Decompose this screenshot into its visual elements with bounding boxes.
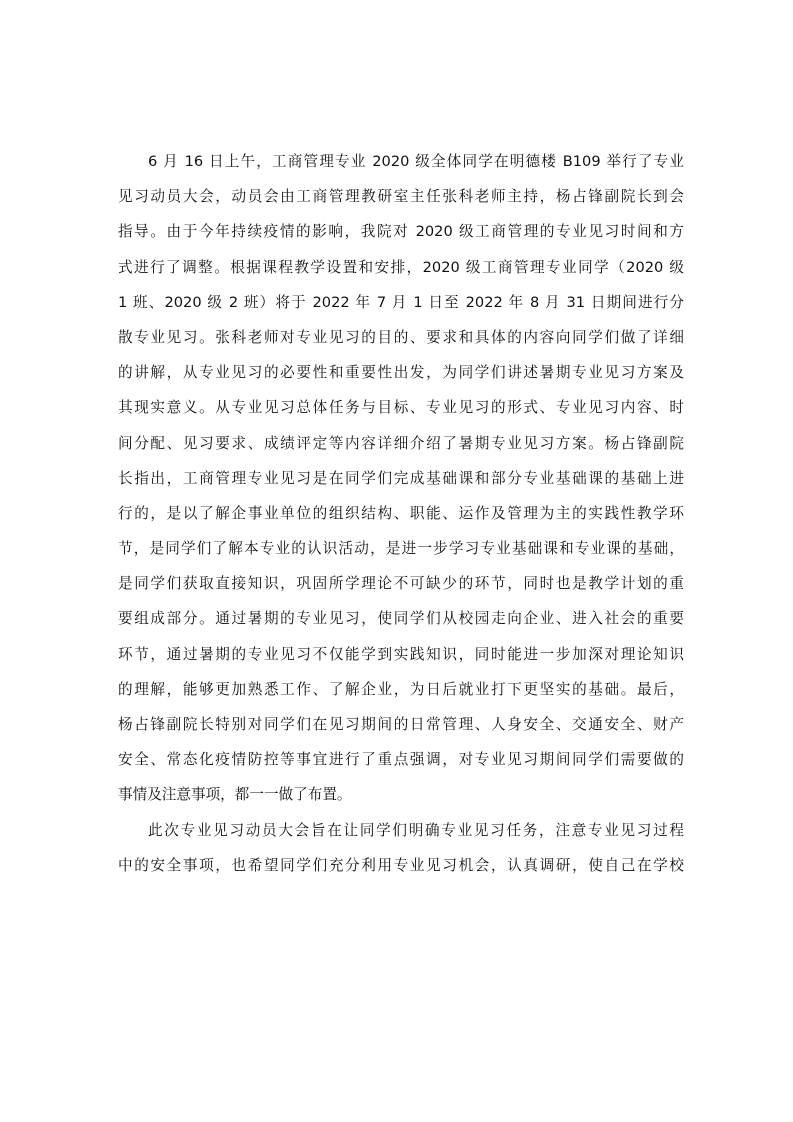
text-line: 是同学们获取直接知识，巩固所学理论不可缺少的环节，同时也是教学计划的重	[118, 575, 684, 593]
text-line: 散专业见习。张科老师对专业见习的目的、要求和具体的内容向同学们做了详细	[118, 328, 684, 346]
text-line: 安全、常态化疫情防控等事宜进行了重点强调，对专业见习期间同学们需要做的	[118, 751, 684, 769]
text-line: 指导。由于今年持续疫情的影响，我院对 2020 级工商管理的专业见习时间和方	[118, 223, 684, 241]
text-line: 1 班、2020 级 2 班）将于 2022 年 7 月 1 日至 2022 年 8 月 31 日期间进行分	[118, 293, 684, 311]
text-line: 要组成部分。通过暑期的专业见习，使同学们从校园走向企业、进入社会的重要	[118, 610, 684, 628]
text-line: 事情及注意事项，都一一做了布置。	[118, 786, 352, 804]
paragraph-1	[118, 144, 684, 813]
text-line: 此次专业见习动员大会旨在让同学们明确专业见习任务，注意专业见习过程	[148, 821, 684, 839]
text-line: 杨占锋副院长特别对同学们在见习期间的日常管理、人身安全、交通安全、财产	[118, 716, 684, 733]
text-line: 间分配、见习要求、成绩评定等内容详细介绍了暑期专业见习方案。杨占锋副院	[118, 434, 684, 452]
text-line: 长指出，工商管理专业见习是在同学们完成基础课和部分专业基础课的基础上进	[118, 469, 684, 487]
text-line: 的讲解，从专业见习的必要性和重要性出发，为同学们讲述暑期专业见习方案及	[118, 364, 684, 382]
text-line: 其现实意义。从专业见习总体任务与目标、专业见习的形式、专业见习内容、时	[118, 399, 684, 417]
text-line: 的理解，能够更加熟悉工作、了解企业，为日后就业打下更坚实的基础。最后，	[118, 680, 684, 698]
text-line: 见习动员大会，动员会由工商管理教研室主任张科老师主持，杨占锋副院长到会	[118, 188, 684, 206]
text-line: 环节，通过暑期的专业见习不仅能学到实践知识，同时能进一步加深对理论知识	[118, 645, 684, 663]
paragraph-2	[118, 813, 684, 883]
document-body	[118, 144, 684, 883]
text-line: 式进行了调整。根据课程教学设置和安排，2020 级工商管理专业同学（2020 级	[118, 258, 684, 276]
text-line: 6 月 16 日上午，工商管理专业 2020 级全体同学在明德楼 B109 举行了专业	[148, 153, 684, 170]
text-line: 中的安全事项，也希望同学们充分利用专业见习机会，认真调研，使自己在学校	[118, 856, 684, 874]
text-line: 节，是同学们了解本专业的认识活动，是进一步学习专业基础课和专业课的基础，	[118, 540, 684, 558]
text-line: 行的，是以了解企事业单位的组织结构、职能、运作及管理为主的实践性教学环	[118, 504, 684, 522]
